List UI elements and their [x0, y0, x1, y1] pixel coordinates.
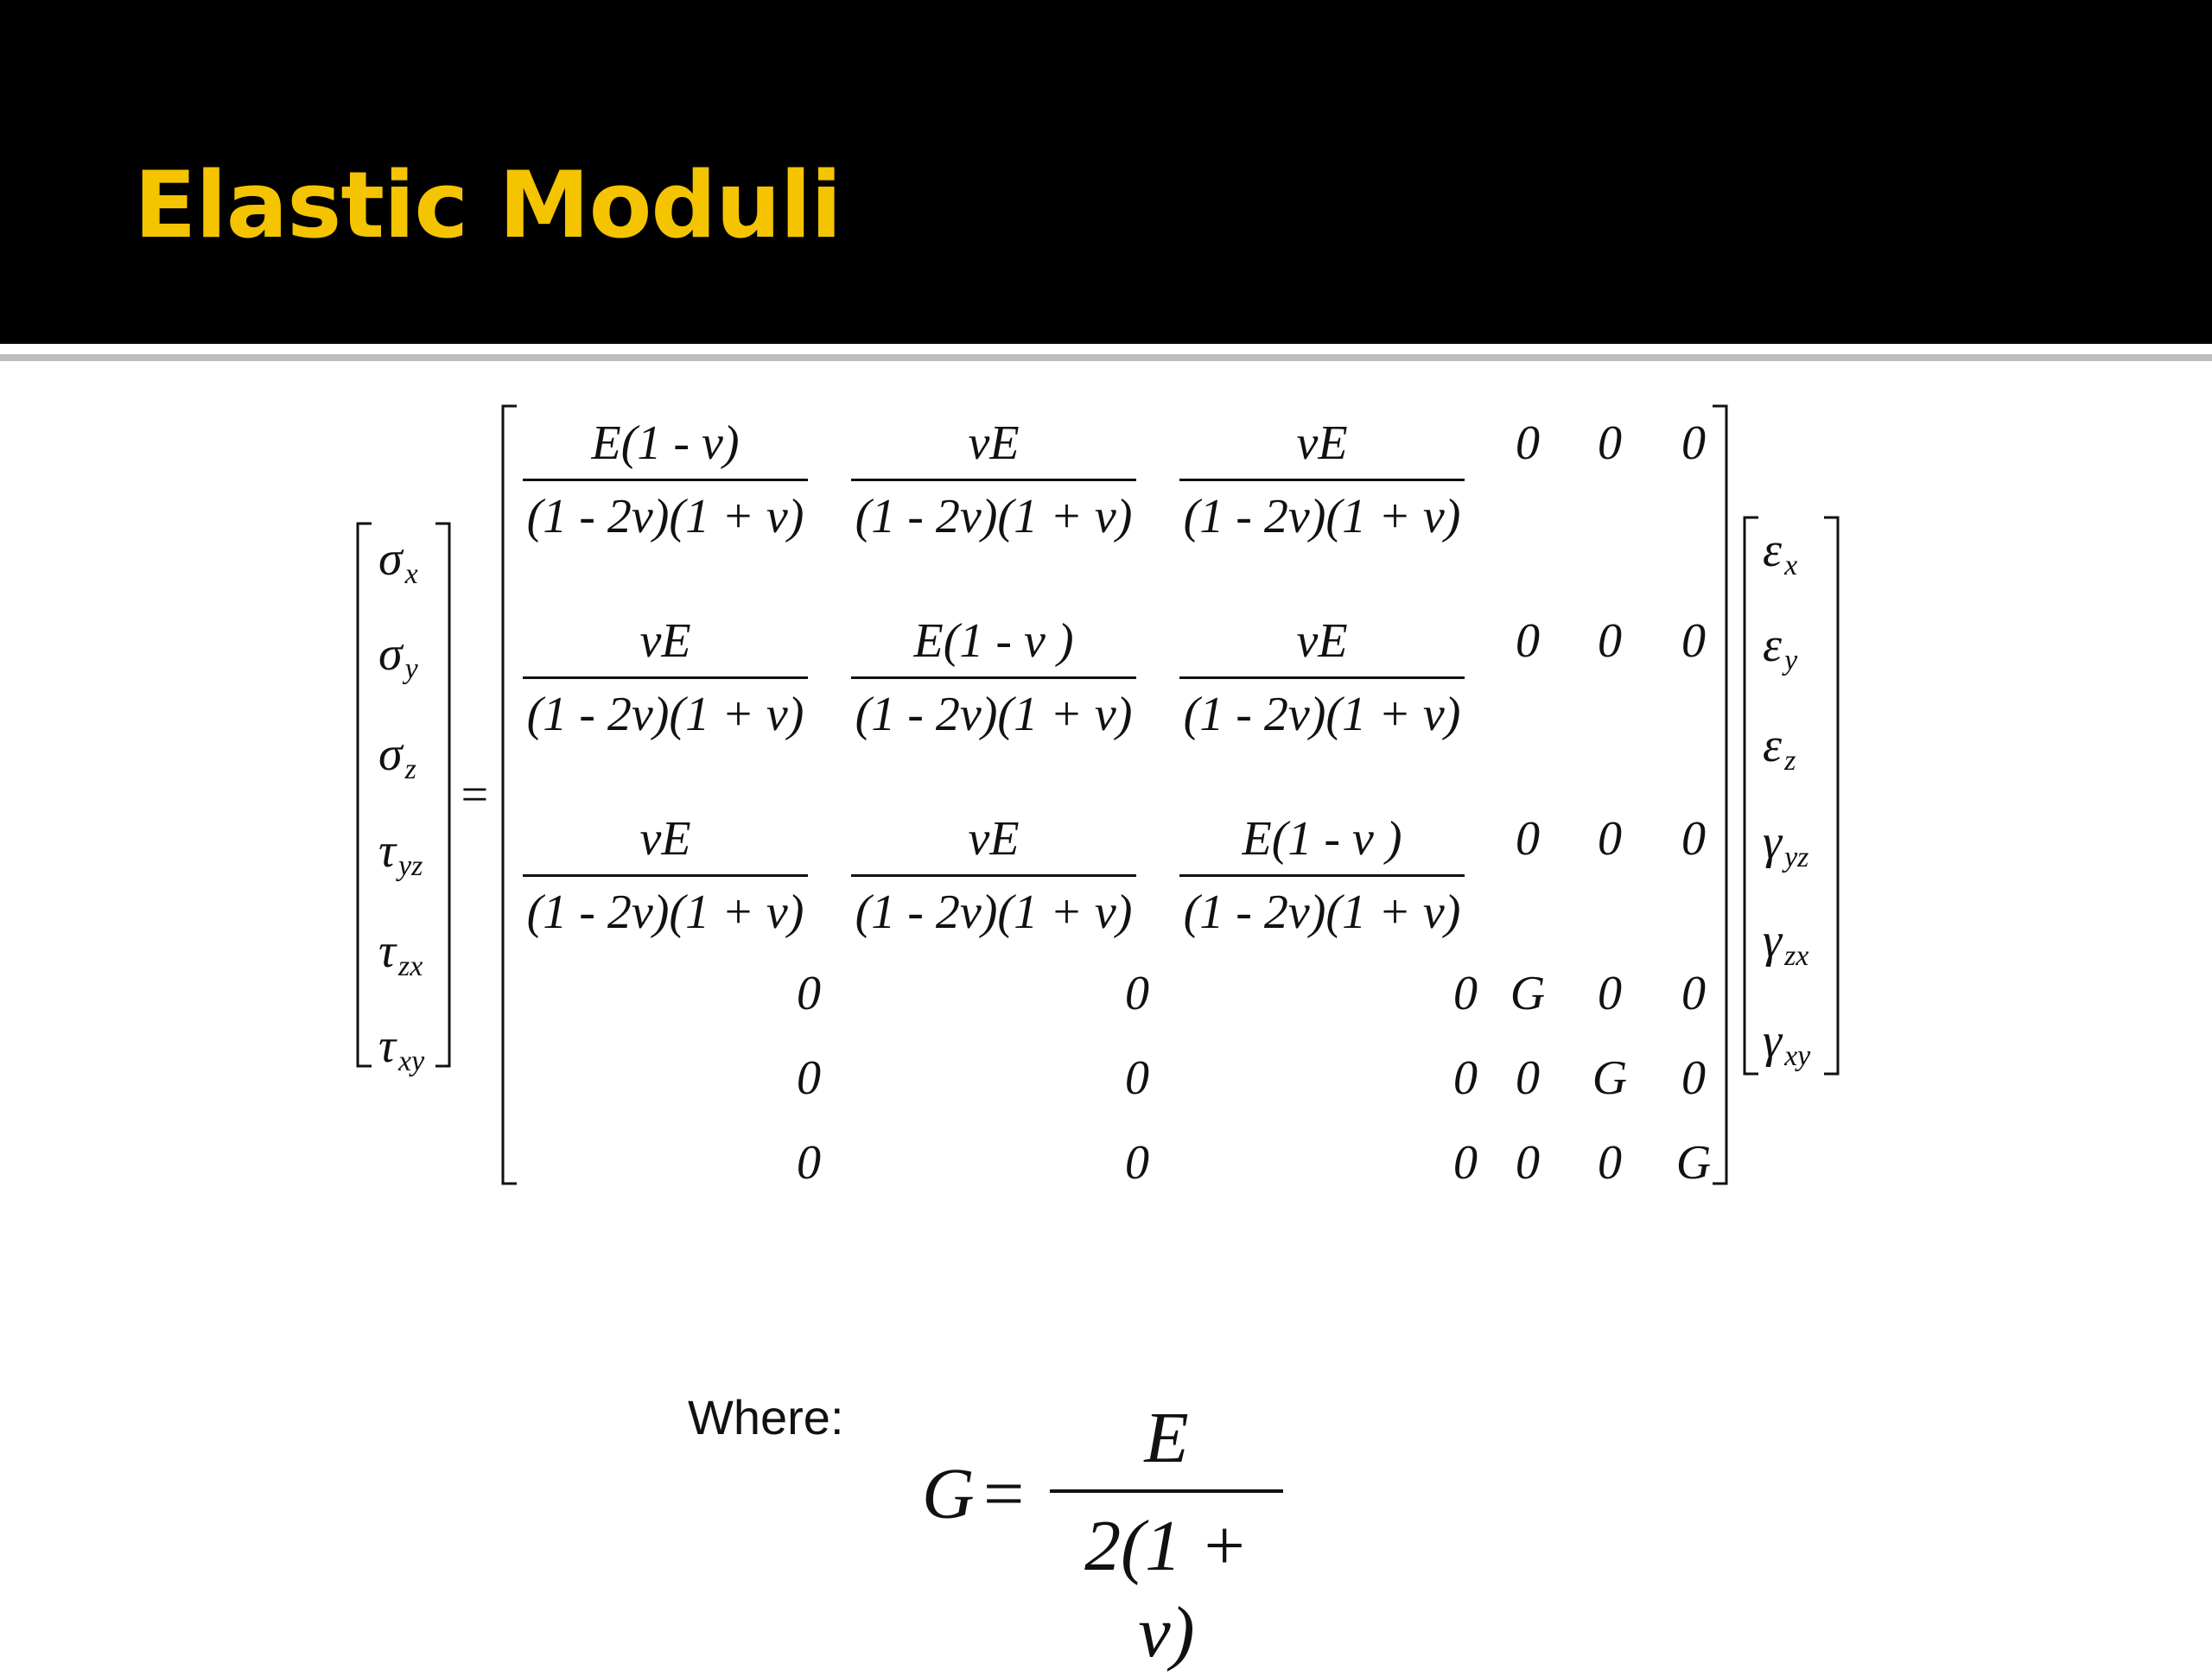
matrix-fraction-cell: [1179, 602, 1465, 758]
matrix-cell: 0: [1125, 967, 1149, 1020]
matrix-cell: 0: [1516, 416, 1540, 470]
where-label: Where:: [688, 1390, 844, 1444]
matrix-cell-denominator: (1 - 2ν)(1 + ν): [526, 688, 804, 741]
matrix-cell: 0: [797, 1051, 821, 1105]
matrix-cell: 0: [1681, 614, 1706, 668]
matrix-cell: 0: [797, 1136, 821, 1190]
formula-fraction-bar: [1050, 1489, 1283, 1493]
matrix-cell-numerator: E(1 - ν ): [913, 614, 1074, 668]
equals-sign: =: [458, 768, 491, 822]
matrix-cell: 0: [1681, 812, 1706, 866]
matrix-cell-denominator: (1 - 2ν)(1 + ν): [1183, 886, 1461, 939]
matrix-cell-denominator: (1 - 2ν)(1 + ν): [1183, 688, 1461, 741]
matrix-bracket-left: [499, 404, 520, 1185]
strain-component: $\varepsilon_x$: [1763, 524, 1798, 581]
matrix-cell: 0: [1598, 416, 1622, 470]
strain-component: $\varepsilon_y$: [1763, 619, 1798, 676]
matrix-fraction-cell: [523, 800, 808, 955]
matrix-cell: 0: [1453, 1136, 1478, 1190]
matrix-cell: G: [1510, 967, 1546, 1020]
matrix-cell-numerator: νE: [1296, 416, 1348, 470]
strain-vector-bracket-right: [1821, 516, 1841, 1076]
matrix-cell-denominator: (1 - 2ν)(1 + ν): [855, 688, 1133, 741]
matrix-fraction-cell: [523, 602, 808, 758]
stress-component: $\sigma_y$: [378, 627, 418, 685]
matrix-cell: 0: [1598, 614, 1622, 668]
matrix-cell-numerator: νE: [1296, 614, 1348, 668]
matrix-cell: 0: [1453, 967, 1478, 1020]
matrix-cell: G: [1592, 1051, 1628, 1105]
matrix-cell-numerator: νE: [968, 812, 1020, 866]
stress-vector-bracket-left: [354, 522, 375, 1068]
matrix-cell-numerator: E(1 - ν): [591, 416, 740, 470]
stress-component: $\tau_{yz}$: [378, 824, 423, 882]
matrix-cell-fraction-bar: [851, 874, 1136, 877]
strain-component: $\gamma_{zx}$: [1763, 914, 1809, 972]
matrix-cell-fraction-bar: [851, 479, 1136, 481]
title-bar: [0, 0, 2212, 344]
matrix-cell-numerator: E(1 - ν ): [1242, 812, 1402, 866]
strain-component: $\gamma_{xy}$: [1763, 1014, 1811, 1072]
matrix-cell: 0: [1516, 614, 1540, 668]
matrix-cell: 0: [797, 967, 821, 1020]
matrix-fraction-cell: [851, 800, 1136, 955]
matrix-fraction-cell: [523, 404, 808, 560]
formula-lhs: G: [922, 1454, 975, 1534]
matrix-fraction-cell: [851, 602, 1136, 758]
matrix-cell: 0: [1453, 1051, 1478, 1105]
matrix-cell-denominator: (1 - 2ν)(1 + ν): [855, 886, 1133, 939]
matrix-fraction-cell: [1179, 404, 1465, 560]
matrix-cell-fraction-bar: [1179, 676, 1465, 679]
matrix-cell-fraction-bar: [1179, 479, 1465, 481]
matrix-fraction-cell: [1179, 800, 1465, 955]
stress-vector-bracket-right: [432, 522, 453, 1068]
strain-component: $\gamma_{yz}$: [1763, 816, 1809, 873]
matrix-cell-fraction-bar: [1179, 874, 1465, 877]
matrix-fraction-cell: [851, 404, 1136, 560]
matrix-cell-numerator: νE: [639, 614, 691, 668]
matrix-cell: 0: [1516, 1136, 1540, 1190]
strain-vector-bracket-left: [1741, 516, 1762, 1076]
matrix-cell: 0: [1516, 812, 1540, 866]
matrix-cell: 0: [1681, 1051, 1706, 1105]
stress-component: $\tau_{zx}$: [378, 924, 423, 982]
matrix-cell: 0: [1125, 1136, 1149, 1190]
header-divider-shadow: [0, 354, 2212, 361]
slide-title: Elastic Moduli: [134, 152, 842, 258]
matrix-cell-fraction-bar: [523, 676, 808, 679]
matrix-cell-numerator: νE: [968, 416, 1020, 470]
matrix-cell: 0: [1681, 416, 1706, 470]
matrix-cell: 0: [1598, 1136, 1622, 1190]
strain-component: $\varepsilon_z$: [1763, 719, 1796, 777]
matrix-cell: 0: [1598, 967, 1622, 1020]
matrix-cell-numerator: νE: [639, 812, 691, 866]
matrix-cell-fraction-bar: [523, 479, 808, 481]
header-divider: [0, 344, 2212, 354]
matrix-cell: 0: [1681, 967, 1706, 1020]
stress-component: $\sigma_x$: [378, 532, 418, 590]
matrix-cell: 0: [1125, 1051, 1149, 1105]
formula-numerator: E: [1144, 1398, 1189, 1478]
matrix-cell: G: [1675, 1136, 1712, 1190]
matrix-cell: 0: [1598, 812, 1622, 866]
stress-component: $\tau_{xy}$: [378, 1019, 425, 1077]
matrix-cell-denominator: (1 - 2ν)(1 + ν): [1183, 490, 1461, 543]
formula-equals: =: [983, 1454, 1025, 1534]
formula-denominator: 2(1 + ν): [1084, 1506, 1249, 1673]
matrix-cell-fraction-bar: [851, 676, 1136, 679]
matrix-cell-fraction-bar: [523, 874, 808, 877]
matrix-cell-denominator: (1 - 2ν)(1 + ν): [526, 490, 804, 543]
matrix-cell: 0: [1516, 1051, 1540, 1105]
matrix-cell-denominator: (1 - 2ν)(1 + ν): [855, 490, 1133, 543]
stress-component: $\sigma_z$: [378, 727, 416, 785]
matrix-cell-denominator: (1 - 2ν)(1 + ν): [526, 886, 804, 939]
